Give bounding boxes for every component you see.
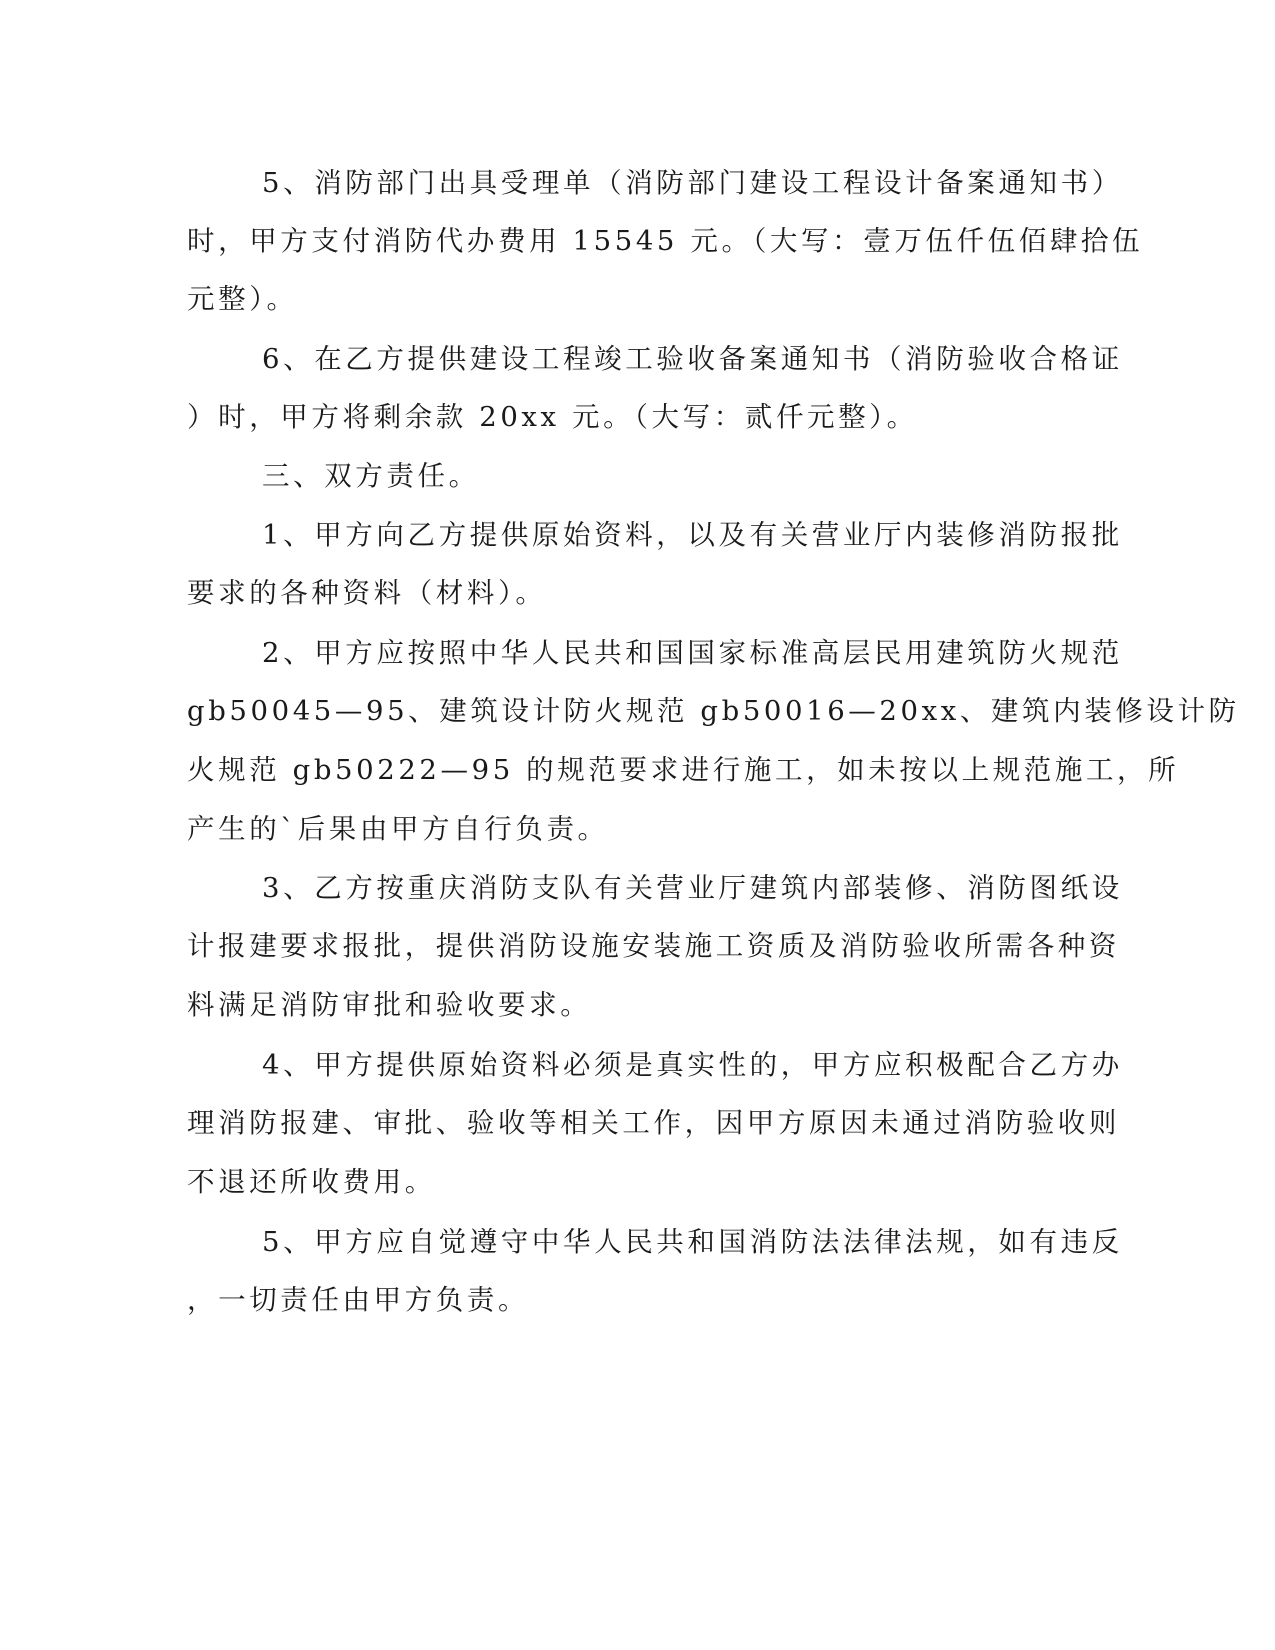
resp-4-line-1: 4、甲方提供原始资料必须是真实性的，甲方应积极配合乙方办 <box>262 1049 1123 1081</box>
resp-1-line-2: 要求的各种资料（材料）。 <box>187 577 547 609</box>
resp-2-line-1: 2、甲方应按照中华人民共和国国家标准高层民用建筑防火规范 <box>262 637 1123 669</box>
resp-3-line-2: 计报建要求报批，提供消防设施安装施工资质及消防验收所需各种资 <box>187 930 1120 962</box>
resp-2-line-2: gb50045—95、建筑设计防火规范 gb50016—20xx、建筑内装修设计防 <box>187 695 1240 727</box>
section-heading-responsibilities: 三、双方责任。 <box>262 460 480 492</box>
resp-4-line-2: 理消防报建、审批、验收等相关工作，因甲方原因未通过消防验收则 <box>187 1107 1120 1139</box>
clause-5-line-3: 元整）。 <box>187 283 298 315</box>
resp-3-line-1: 3、乙方按重庆消防支队有关营业厅建筑内部装修、消防图纸设 <box>262 872 1123 904</box>
resp-2-line-4: 产生的`后果由甲方自行负责。 <box>187 813 609 845</box>
resp-1-line-1: 1、甲方向乙方提供原始资料，以及有关营业厅内装修消防报批 <box>262 519 1123 551</box>
clause-5-line-1: 5、消防部门出具受理单（消防部门建设工程设计备案通知书） <box>262 167 1123 199</box>
resp-3-line-3: 料满足消防审批和验收要求。 <box>187 989 592 1021</box>
resp-4-line-3: 不退还所收费用。 <box>187 1166 436 1198</box>
clause-5-line-2: 时，甲方支付消防代办费用 15545 元。（大写：壹万伍仟伍佰肆拾伍 <box>187 225 1144 257</box>
clause-6-line-1: 6、在乙方提供建设工程竣工验收备案通知书（消防验收合格证 <box>262 343 1123 375</box>
resp-2-line-3: 火规范 gb50222—95 的规范要求进行施工，如未按以上规范施工，所 <box>187 754 1180 786</box>
resp-5-line-1: 5、甲方应自觉遵守中华人民共和国消防法法律法规，如有违反 <box>262 1226 1123 1258</box>
clause-6-line-2: ）时，甲方将剩余款 20xx 元。（大写：贰仟元整）。 <box>187 401 918 433</box>
resp-5-line-2: ，一切责任由甲方负责。 <box>187 1284 530 1316</box>
